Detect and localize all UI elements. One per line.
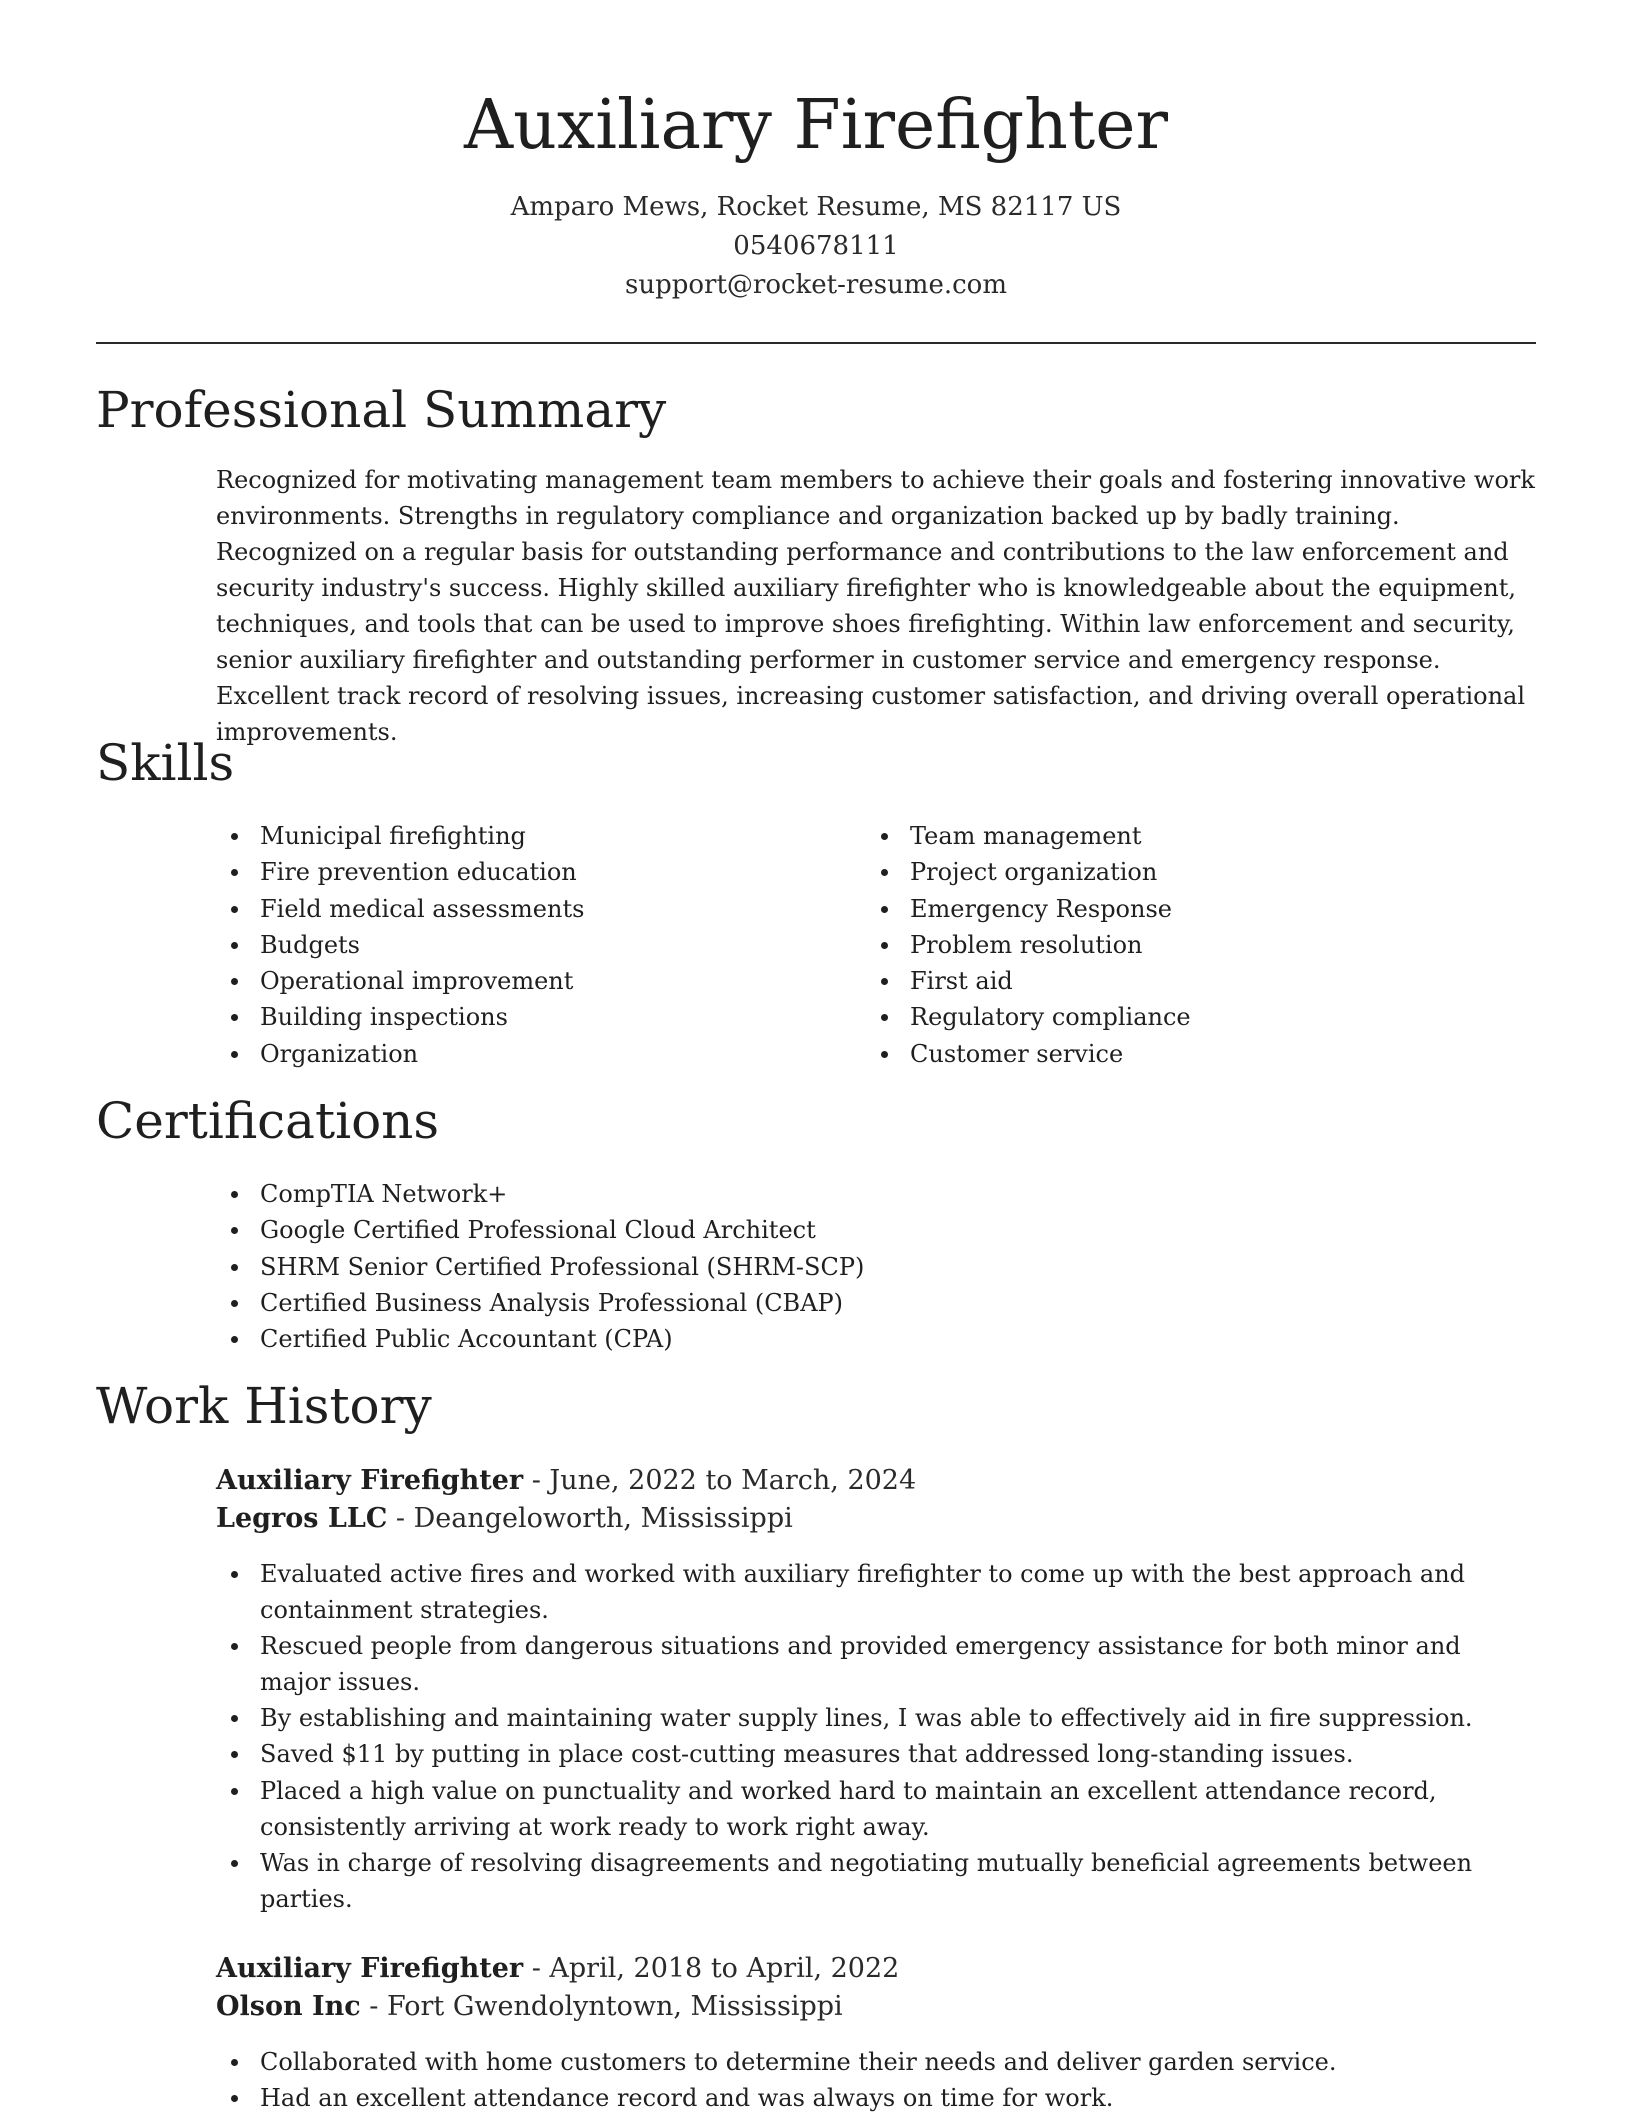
list-item: Project organization [866, 854, 1466, 890]
list-item: Certified Public Accountant (CPA) [216, 1321, 1536, 1357]
certifications-list [216, 1176, 1536, 1357]
summary-heading: Professional Summary [96, 381, 667, 439]
job-entry [216, 1950, 1536, 2116]
list-item: Google Certified Professional Cloud Architect [216, 1212, 1536, 1248]
list-item: Customer service [866, 1036, 1466, 1072]
job-role: Auxiliary Firefighter [216, 1953, 524, 1984]
list-item: SHRM Senior Certified Professional (SHRM-SCP) [216, 1249, 1536, 1285]
list-item: Evaluated active fires and worked with auxiliary firefighter to come up with the best approach and containment strategies. [216, 1556, 1536, 1628]
header-divider [96, 342, 1536, 344]
list-item: Operational improvement [216, 963, 816, 999]
certifications-block [216, 1176, 1536, 1357]
list-item: Organization [216, 1036, 816, 1072]
contact-info [0, 188, 1632, 305]
resume-header [0, 78, 1632, 305]
job-bullets [216, 2044, 1536, 2116]
list-item: Regulatory compliance [866, 999, 1466, 1035]
job-location: - Fort Gwendolyntown, Mississippi [360, 1991, 843, 2022]
job-dates: - April, 2018 to April, 2022 [523, 1953, 900, 1984]
skills-column-right [866, 818, 1466, 1072]
list-item: Placed a high value on punctuality and worked hard to maintain an excellent attendance record, consistently arriving at work ready to work right away. [216, 1773, 1536, 1845]
list-item: Had an excellent attendance record and was always on time for work. [216, 2080, 1536, 2116]
list-item: Saved $11 by putting in place cost-cutting measures that addressed long-standing issues. [216, 1736, 1536, 1772]
candidate-name: Auxiliary Firefighter [463, 86, 1168, 165]
list-item: Collaborated with home customers to determine their needs and deliver garden service. [216, 2044, 1536, 2080]
list-item: Was in charge of resolving disagreements and negotiating mutually beneficial agreements between parties. [216, 1845, 1536, 1917]
job-dates: - June, 2022 to March, 2024 [523, 1465, 917, 1496]
list-item: Problem resolution [866, 927, 1466, 963]
contact-address: Amparo Mews, Rocket Resume, MS 82117 US [510, 192, 1122, 222]
list-item: Building inspections [216, 999, 816, 1035]
skills-heading: Skills [96, 734, 235, 792]
contact-phone: 0540678111 [733, 231, 899, 261]
list-item: Fire prevention education [216, 854, 816, 890]
certifications-heading: Certifications [96, 1092, 440, 1150]
job-title-line [216, 1950, 1536, 1988]
list-item: Budgets [216, 927, 816, 963]
skills-column-left [216, 818, 816, 1072]
job-role: Auxiliary Firefighter [216, 1465, 524, 1496]
job-location: - Deangeloworth, Mississippi [387, 1503, 793, 1534]
list-item: Field medical assessments [216, 891, 816, 927]
skills-list-right [866, 818, 1466, 1072]
skills-list-left [216, 818, 816, 1072]
job-company: Olson Inc [216, 1991, 361, 2022]
summary-text: Recognized for motivating management team members to achieve their goals and fostering innovative work environments. Strengths in regulatory compliance and organization backed up by badly training. Recognized on a regular basis for outstanding performance and contributions to the law enforcement and security industry's success. Highly skilled auxiliary firefighter who is knowledgeable about the equipment, techniques, and tools that can be used to improve shoes firefighting. Within law enforcement and security, senior auxiliary firefighter and outstanding performer in customer service and emergency response. Excellent track record of resolving issues, increasing customer satisfaction, and driving overall operational improvements. [216, 466, 1535, 746]
work-history-heading: Work History [96, 1377, 432, 1435]
list-item: Team management [866, 818, 1466, 854]
list-item: Municipal firefighting [216, 818, 816, 854]
list-item: By establishing and maintaining water supply lines, I was able to effectively aid in fire suppression. [216, 1700, 1536, 1736]
job-bullets [216, 1556, 1536, 1917]
job-company: Legros LLC [216, 1503, 388, 1534]
job-title-line [216, 1462, 1536, 1500]
job-company-line [216, 1500, 1536, 1538]
list-item: Emergency Response [866, 891, 1466, 927]
job-company-line [216, 1988, 1536, 2026]
list-item: CompTIA Network+ [216, 1176, 1536, 1212]
list-item: Certified Business Analysis Professional (CBAP) [216, 1285, 1536, 1321]
list-item: First aid [866, 963, 1466, 999]
contact-email: support@rocket-resume.com [624, 270, 1007, 300]
list-item: Rescued people from dangerous situations and provided emergency assistance for both minor and major issues. [216, 1628, 1536, 1700]
job-entry [216, 1462, 1536, 1917]
